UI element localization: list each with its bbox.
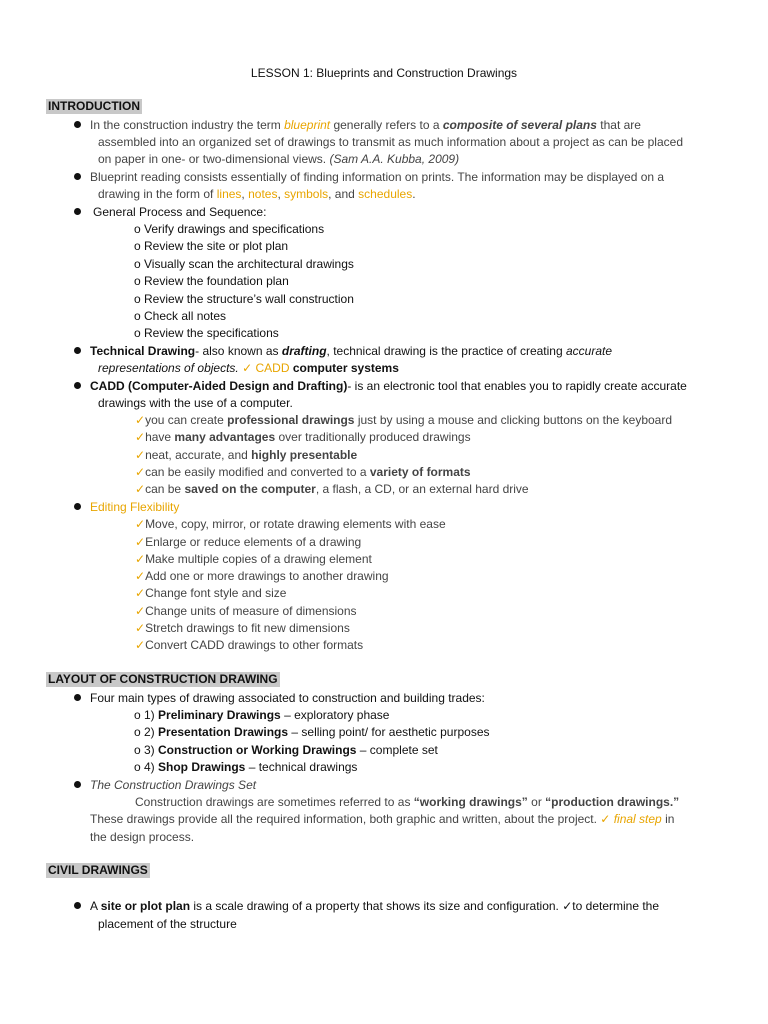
- text: .: [412, 187, 416, 201]
- bold-text: Preliminary Drawings: [158, 708, 281, 722]
- emphasis-drafting: drafting: [281, 344, 327, 358]
- text: – selling point/ for aesthetic purposes: [288, 725, 490, 739]
- text: Convert CADD drawings to other formats: [145, 638, 364, 652]
- text: These drawings provide all the required information, both graphic and written, about the project.: [90, 812, 601, 826]
- editing-item: [135, 603, 357, 619]
- text: on paper in one- or two-dimensional views.: [98, 152, 330, 166]
- citation: (Sam A.A. Kubba, 2009): [329, 152, 460, 166]
- cadd-advantage-item: [135, 429, 471, 445]
- text: Stretch drawings to fit new dimensions: [145, 621, 350, 635]
- highlight-lines: lines: [216, 187, 242, 201]
- text: neat, accurate, and: [145, 448, 252, 462]
- process-step: o Check all notes: [134, 309, 227, 323]
- intro-b4-line1: [90, 343, 612, 359]
- bullet-icon: [74, 694, 81, 701]
- highlight-cadd: CADD: [255, 361, 290, 375]
- drawing-type-item: [134, 707, 389, 723]
- text: Enlarge or reduce elements of a drawing: [145, 535, 362, 549]
- checkmark-icon: ✓: [135, 482, 146, 496]
- process-step: o Review the site or plot plan: [134, 239, 289, 253]
- intro-b2-line1: Blueprint reading consists essentially of finding information on prints. The information may be displayed on a: [90, 170, 665, 184]
- quote-production-drawings: “production drawings.”: [545, 795, 680, 809]
- text: can be easily modified and converted to a: [145, 465, 370, 479]
- drawing-type-item: [134, 724, 490, 740]
- quote-working-drawings: “working drawings”: [413, 795, 528, 809]
- drawing-type-item: [134, 742, 438, 758]
- checkmark-icon: ✓: [238, 361, 253, 375]
- highlight-symbols: symbols: [284, 187, 329, 201]
- checkmark-icon: ✓: [562, 899, 573, 913]
- intro-b5-line2: drawings with the use of a computer.: [98, 396, 293, 410]
- term-cadd: CADD (Computer-Aided Design and Drafting): [90, 379, 348, 393]
- text: , and: [328, 187, 359, 201]
- bullet-icon: [74, 208, 81, 215]
- cadd-advantage-item: [135, 447, 357, 463]
- process-step: o Review the specifications: [134, 326, 279, 340]
- checkmark-icon: ✓: [135, 552, 146, 566]
- editing-item: [135, 516, 446, 532]
- text: Construction drawings are sometimes referred to as: [135, 795, 414, 809]
- term-site-plan: site or plot plan: [100, 899, 191, 913]
- intro-b1-line1: [90, 117, 641, 133]
- text: o 3): [134, 743, 159, 757]
- checkmark-icon: ✓: [135, 621, 146, 635]
- highlight-blueprint: blueprint: [284, 118, 331, 132]
- text: A: [90, 899, 101, 913]
- text: is a scale drawing of a property that shows its size and configuration.: [190, 899, 563, 913]
- text: o 2): [134, 725, 159, 739]
- text: – exploratory phase: [280, 708, 390, 722]
- drawing-type-item: [134, 759, 357, 775]
- process-step: o Verify drawings and specifications: [134, 222, 325, 236]
- highlight-schedules: schedules: [358, 187, 413, 201]
- text: in: [661, 812, 675, 826]
- intro-b5-line1: [90, 378, 687, 394]
- cadd-advantage-item: [135, 481, 529, 497]
- civil-b1-line2: placement of the structure: [98, 917, 237, 931]
- bullet-icon: [74, 781, 81, 788]
- text: Make multiple copies of a drawing element: [145, 552, 372, 566]
- checkmark-icon: ✓: [135, 413, 146, 427]
- lesson-title: LESSON 1: Blueprints and Construction Drawings: [250, 66, 518, 80]
- text: o 1): [134, 708, 159, 722]
- highlight-final-step: final step: [613, 812, 662, 826]
- process-step: o Visually scan the architectural drawings: [134, 257, 354, 271]
- intro-b1-line3: [98, 151, 459, 167]
- editing-flexibility-label: Editing Flexibility: [90, 500, 180, 514]
- checkmark-icon: ✓: [135, 535, 146, 549]
- checkmark-icon: ✓: [135, 638, 146, 652]
- civil-b1-line1: [90, 898, 659, 914]
- section-header-layout: LAYOUT OF CONSTRUCTION DRAWING: [48, 672, 278, 686]
- editing-item: [135, 534, 361, 550]
- emphasis-accurate: accurate: [566, 344, 613, 358]
- text: – technical drawings: [245, 760, 358, 774]
- bold-text: saved on the computer: [184, 482, 316, 496]
- text: Move, copy, mirror, or rotate drawing elements with ease: [145, 517, 446, 531]
- editing-item: [135, 568, 389, 584]
- text: have: [145, 430, 175, 444]
- bold-text: Presentation Drawings: [158, 725, 289, 739]
- layout-b2-line3: the design process.: [90, 830, 195, 844]
- layout-b2-label: [90, 777, 256, 793]
- bold-text: Shop Drawings: [158, 760, 246, 774]
- text: over traditionally produced drawings: [275, 430, 471, 444]
- bullet-icon: [74, 121, 81, 128]
- checkmark-icon: ✓: [135, 604, 146, 618]
- bold-text: Construction or Working Drawings: [158, 743, 357, 757]
- emphasis-composite: composite of several plans: [442, 118, 597, 132]
- cadd-advantage-item: [135, 464, 471, 480]
- bullet-icon: [74, 902, 81, 909]
- italic-label: The Construction Drawings Set: [90, 778, 257, 792]
- bold-text: professional drawings: [227, 413, 355, 427]
- text: - also known as: [195, 344, 282, 358]
- checkmark-icon: ✓: [135, 517, 146, 531]
- editing-item: [135, 551, 372, 567]
- text: or: [527, 795, 546, 809]
- text: Change units of measure of dimensions: [145, 604, 357, 618]
- highlight-notes: notes: [248, 187, 278, 201]
- process-step: o Review the foundation plan: [134, 274, 289, 288]
- text: In the construction industry the term: [90, 118, 285, 132]
- editing-item: [135, 585, 286, 601]
- text: Change font style and size: [145, 586, 287, 600]
- checkmark-icon: ✓: [600, 812, 611, 826]
- checkmark-icon: ✓: [135, 430, 146, 444]
- editing-item: [135, 620, 350, 636]
- term-technical-drawing: Technical Drawing: [90, 344, 196, 358]
- text: just by using a mouse and clicking buttons on the keyboard: [354, 413, 673, 427]
- intro-b1-line2: assembled into an organized set of drawings to transmit as much information about a project as can be placed: [98, 135, 683, 149]
- text: drawing in the form of: [98, 187, 217, 201]
- layout-b1-label: Four main types of drawing associated to construction and building trades:: [90, 691, 485, 705]
- section-header-introduction: INTRODUCTION: [48, 99, 140, 113]
- cadd-advantage-item: [135, 412, 672, 428]
- text: , a flash, a CD, or an external hard drive: [315, 482, 529, 496]
- bold-text: highly presentable: [251, 448, 358, 462]
- layout-b2-line1: [135, 794, 679, 810]
- text: , technical drawing is the practice of creating: [326, 344, 566, 358]
- checkmark-icon: ✓: [135, 586, 146, 600]
- bullet-icon: [74, 173, 81, 180]
- intro-b2-line2: drawing in the form of lines, notes, symbols, and schedules.: [98, 187, 416, 201]
- intro-b4-line2: [98, 360, 399, 376]
- text: that are: [596, 118, 641, 132]
- text: Add one or more drawings to another drawing: [145, 569, 389, 583]
- bullet-icon: [74, 347, 81, 354]
- layout-b2-line2: [90, 811, 674, 827]
- text: to determine the: [572, 899, 660, 913]
- text: o 4): [134, 760, 159, 774]
- bullet-icon: [74, 503, 81, 510]
- text: – complete set: [356, 743, 438, 757]
- checkmark-icon: ✓: [135, 569, 146, 583]
- checkmark-icon: ✓: [135, 448, 146, 462]
- text: generally refers to a: [330, 118, 443, 132]
- checkmark-icon: ✓: [135, 465, 146, 479]
- editing-item: [135, 637, 363, 653]
- text: computer systems: [289, 361, 399, 375]
- bold-text: many advantages: [174, 430, 276, 444]
- bullet-icon: [74, 382, 81, 389]
- text: you can create: [145, 413, 228, 427]
- text: - is an electronic tool that enables you to rapidly create accurate: [347, 379, 687, 393]
- text: can be: [145, 482, 185, 496]
- process-step: o Review the structure’s wall construction: [134, 292, 354, 306]
- bold-text: variety of formats: [369, 465, 471, 479]
- emphasis-representations: representations of objects.: [98, 361, 239, 375]
- intro-b3-label: General Process and Sequence:: [93, 205, 267, 219]
- section-header-civil: CIVIL DRAWINGS: [48, 863, 148, 877]
